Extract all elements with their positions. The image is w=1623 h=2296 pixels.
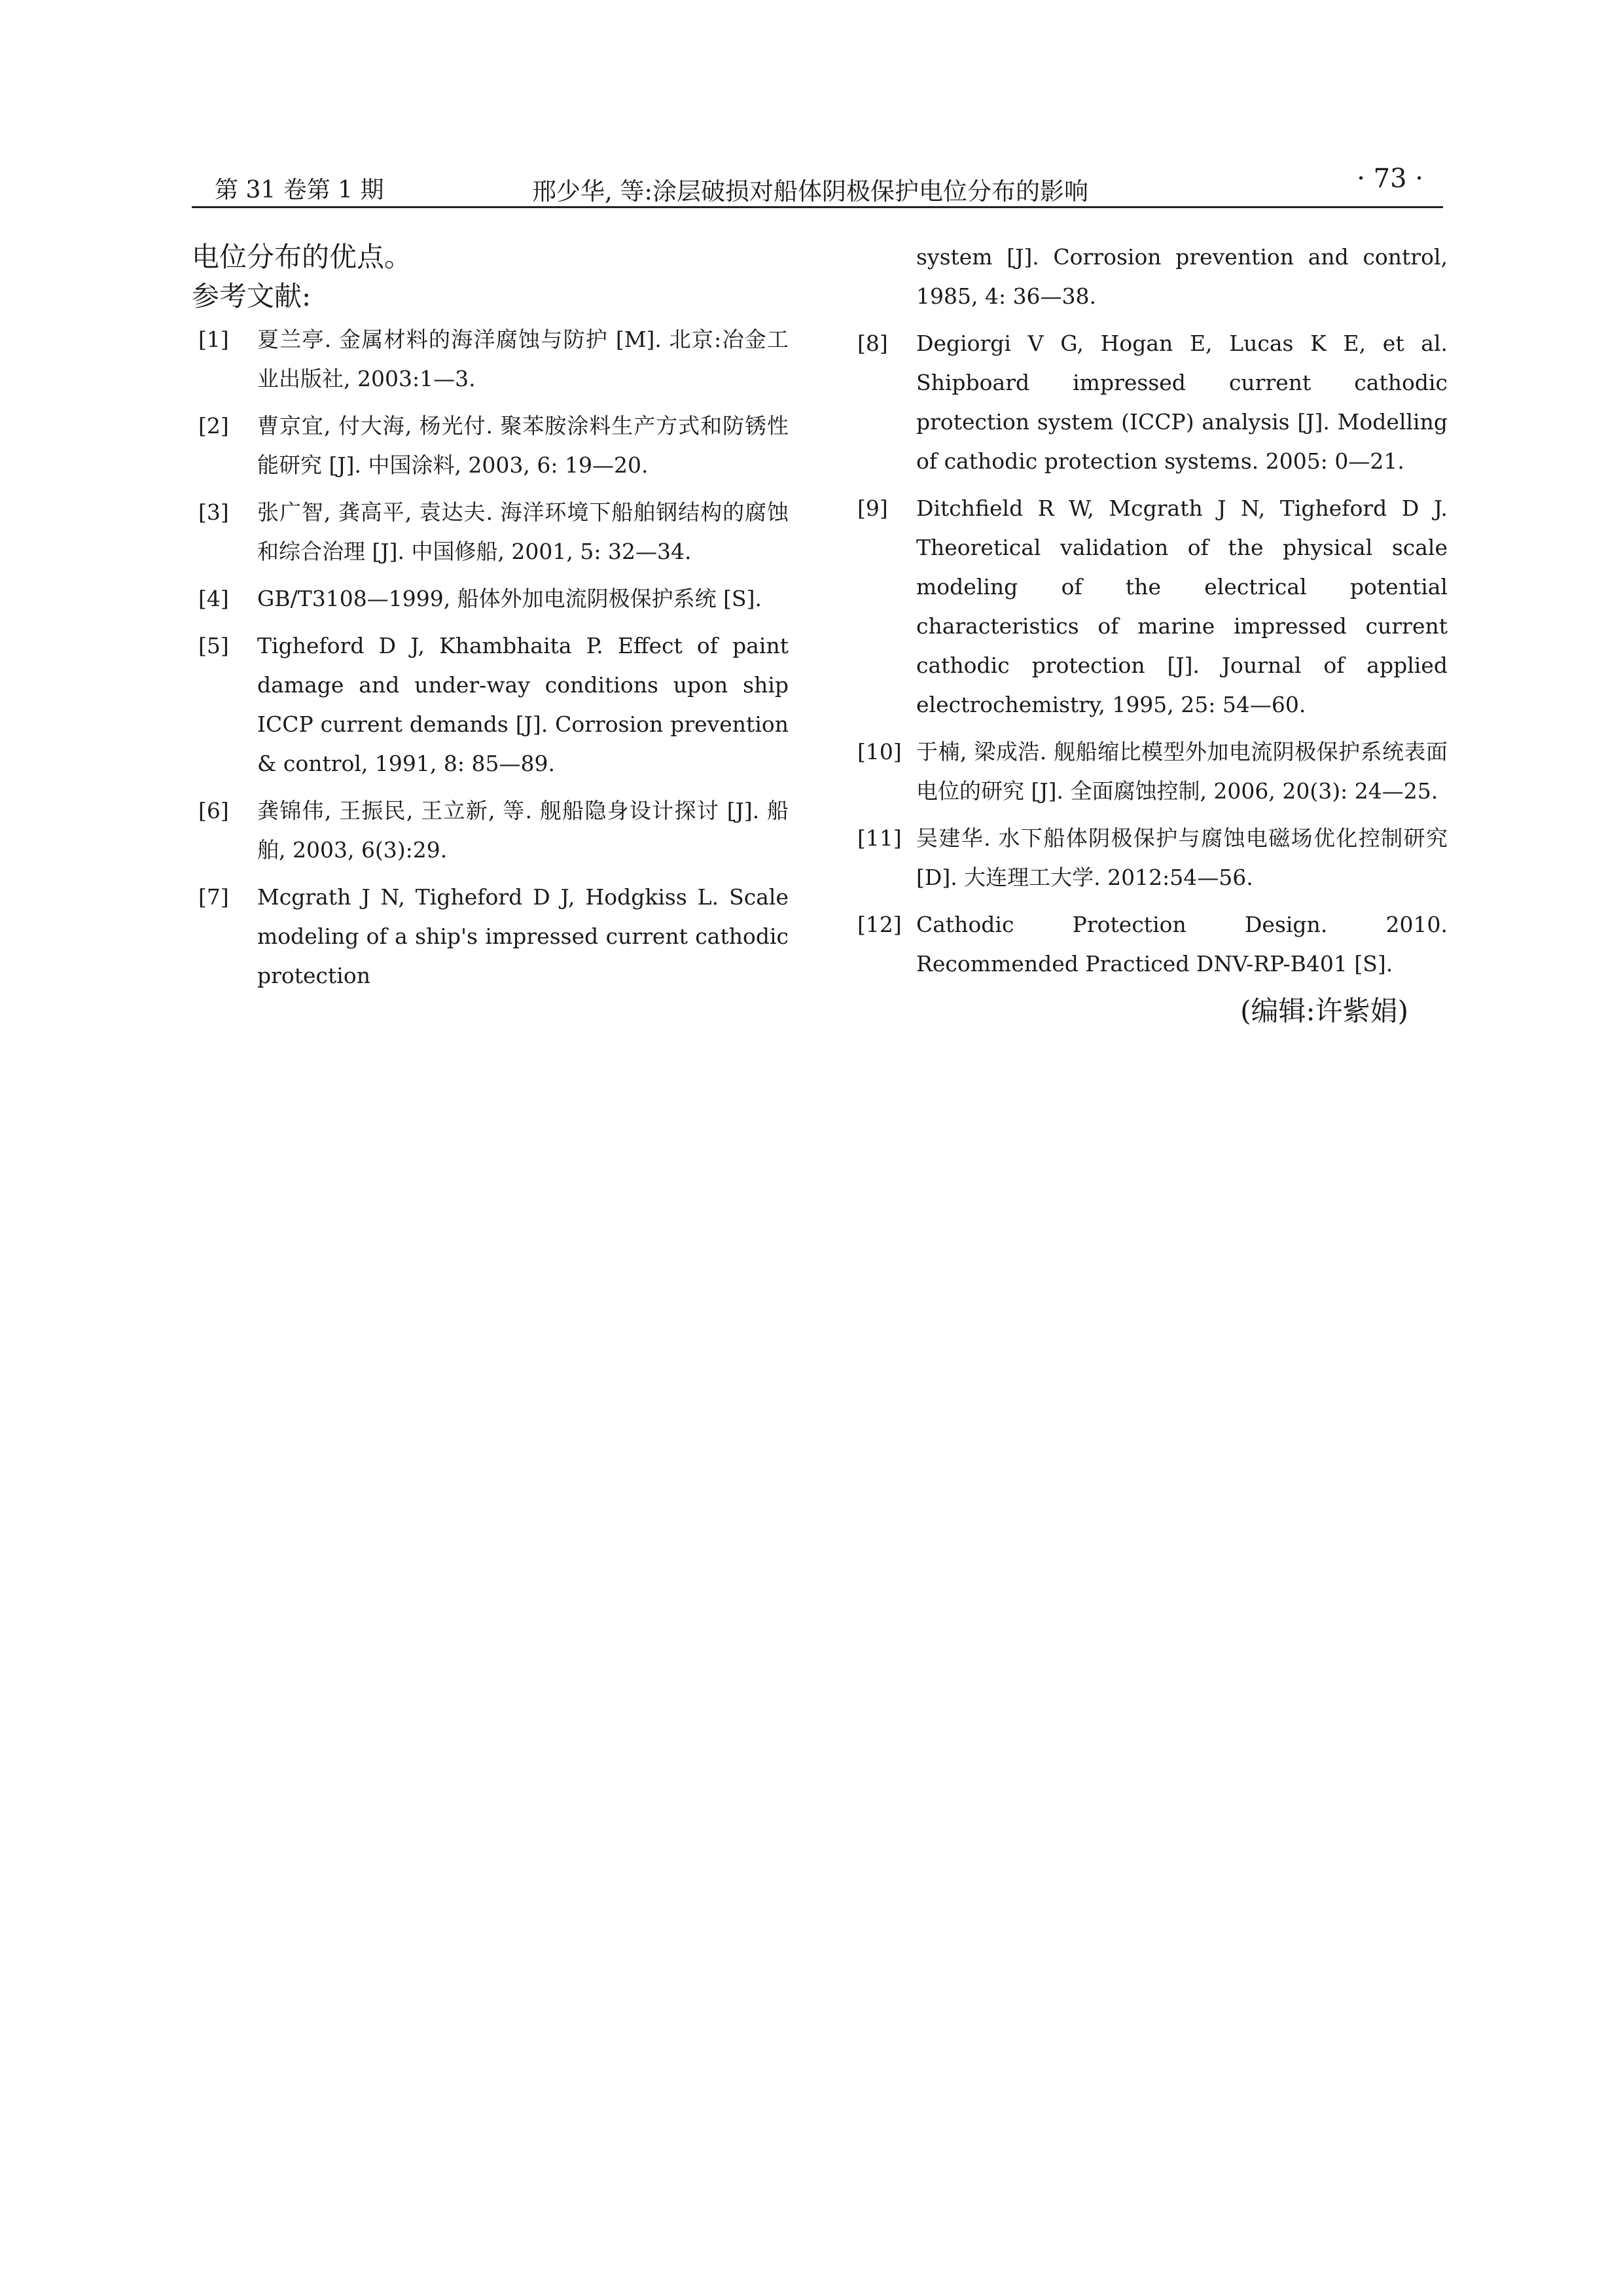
reference-item bbox=[192, 493, 789, 571]
page-number: · 73 · bbox=[1357, 164, 1423, 194]
body-tail-text: 电位分布的优点。 bbox=[192, 241, 412, 273]
reference-number: [3] bbox=[198, 499, 229, 525]
right-column bbox=[851, 226, 1448, 1058]
editor-note: (编辑:许紫娟) bbox=[1240, 995, 1408, 1027]
reference-text: system [J]. Corrosion prevention and control, 1985, 4: 36—38. bbox=[916, 244, 1448, 309]
reference-text: 夏兰亭. 金属材料的海洋腐蚀与防护 [M]. 北京:冶金工业出版社, 2003:1—3. bbox=[257, 327, 789, 391]
reference-item bbox=[192, 878, 789, 996]
reference-continuation bbox=[851, 238, 1448, 316]
reference-text: Ditchfield R W, Mcgrath J N, Tigheford D J. Theoretical validation of the physical scale modeling of the electrical potential characteristics of marine impressed current cathodic protection [J]. Journal of applied electrochemistry, 1995, 25: 54—60. bbox=[916, 495, 1448, 717]
reference-text: GB/T3108—1999, 船体外加电流阴极保护系统 [S]. bbox=[257, 586, 762, 611]
reference-text: Cathodic Protection Design. 2010. Recommended Practiced DNV-RP-B401 [S]. bbox=[916, 912, 1448, 977]
reference-number: [4] bbox=[198, 586, 229, 611]
reference-item bbox=[851, 732, 1448, 811]
reference-number: [7] bbox=[198, 884, 229, 910]
reference-number: [6] bbox=[198, 798, 229, 823]
reference-text: Mcgrath J N, Tigheford D J, Hodgkiss L. Scale modeling of a ship's impressed current cathodic protection bbox=[257, 884, 789, 988]
reference-text: Degiorgi V G, Hogan E, Lucas K E, et al. Shipboard impressed current cathodic protection system (ICCP) analysis [J]. Modelling of cathodic protection systems. 2005: 0—21. bbox=[916, 331, 1448, 474]
reference-item bbox=[192, 320, 789, 399]
reference-item bbox=[192, 406, 789, 485]
reference-item bbox=[851, 819, 1448, 897]
reference-item bbox=[851, 324, 1448, 481]
reference-number: [2] bbox=[198, 413, 229, 439]
left-column bbox=[192, 226, 789, 1003]
reference-number: [9] bbox=[857, 495, 888, 521]
reference-number: [8] bbox=[857, 331, 888, 356]
references-heading: 参考文献: bbox=[192, 280, 312, 312]
reference-number: [5] bbox=[198, 633, 229, 658]
reference-number: [10] bbox=[857, 739, 902, 764]
running-title: 邢少华, 等:涂层破损对船体阴极保护电位分布的影响 bbox=[532, 177, 1088, 206]
reference-text: 吴建华. 水下船体阴极保护与腐蚀电磁场优化控制研究 [D]. 大连理工大学. 2012:54—56. bbox=[916, 825, 1448, 890]
reference-text: 龚锦伟, 王振民, 王立新, 等. 舰船隐身设计探讨 [J]. 船舶, 2003, 6(3):29. bbox=[257, 798, 789, 863]
reference-item bbox=[192, 579, 789, 619]
reference-item bbox=[192, 626, 789, 783]
running-header bbox=[192, 164, 1443, 206]
reference-text: 张广智, 龚高平, 袁达夫. 海洋环境下船舶钢结构的腐蚀和综合治理 [J]. 中国修船, 2001, 5: 32—34. bbox=[257, 499, 789, 564]
header-rule bbox=[192, 206, 1443, 208]
reference-item bbox=[851, 905, 1448, 984]
reference-text: 于楠, 梁成浩. 舰船缩比模型外加电流阴极保护系统表面电位的研究 [J]. 全面腐蚀控制, 2006, 20(3): 24—25. bbox=[916, 739, 1448, 804]
volume-issue: 第 31 卷第 1 期 bbox=[215, 177, 384, 204]
reference-item bbox=[851, 489, 1448, 725]
reference-text: Tigheford D J, Khambhaita P. Effect of paint damage and under-way conditions upon ship ICCP current demands [J]. Corrosion prevention & control, 1991, 8: 85—89. bbox=[257, 633, 789, 776]
reference-number: [11] bbox=[857, 825, 902, 851]
reference-text: 曹京宜, 付大海, 杨光付. 聚苯胺涂料生产方式和防锈性能研究 [J]. 中国涂料, 2003, 6: 19—20. bbox=[257, 413, 789, 478]
reference-number: [12] bbox=[857, 912, 902, 937]
reference-item bbox=[192, 791, 789, 870]
reference-number: [1] bbox=[198, 327, 229, 352]
